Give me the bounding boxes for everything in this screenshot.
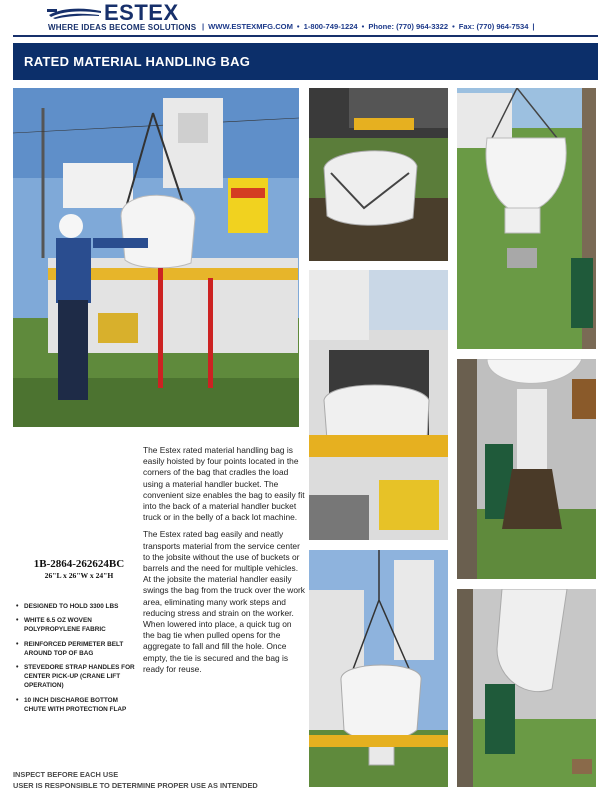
photo-bag-empty-beside-post bbox=[457, 589, 596, 787]
page-title: RATED MATERIAL HANDLING BAG bbox=[24, 54, 251, 69]
footer-line: USER IS RESPONSIBLE TO DETERMINE PROPER USE AS INTENDED bbox=[13, 781, 258, 790]
feature-item: • REINFORCED PERIMETER BELT AROUND TOP OF BAG bbox=[16, 640, 141, 658]
feature-item: • STEVEDORE STRAP HANDLES FOR CENTER PICK-UP (CRANE LIFT OPERATION) bbox=[16, 663, 141, 691]
photo-bag-hanging-near-car bbox=[457, 88, 596, 349]
header-rule bbox=[13, 35, 598, 37]
feature-item: • 10 INCH DISCHARGE BOTTOM CHUTE WITH PROTECTION FLAP bbox=[16, 696, 141, 714]
photo-bag-in-truck-bed bbox=[309, 270, 448, 540]
contact-bar: | WWW.ESTEXMFG.COM • 1-800-749-1224 • Phone: (770) 964-3322 • Fax: (770) 964-7534 | bbox=[202, 22, 535, 31]
photo-bag-discharging-into-hole bbox=[457, 359, 596, 579]
website-link[interactable]: WWW.ESTEXMFG.COM bbox=[208, 22, 293, 31]
fax-number: Fax: (770) 964-7534 bbox=[458, 22, 529, 31]
photo-bag-lifted-by-crane bbox=[309, 550, 448, 787]
description-paragraph: The Estex rated bag easily and neatly transports material from the service center to the jobsite without the use of buckets or barrels and the need for multiple vehicles. At the jobsite the material handler easily swings the bag from the truck over the work area, eliminating many work steps and reducing stress and strain on the worker. When lowered into place, a quick tug on the bag tie when pulled opens for the aggregate to fall and fill the hole. Once empty, the tie is secured and the bag is ready for reuse. bbox=[143, 529, 305, 674]
product-description bbox=[143, 445, 305, 681]
logo-swoosh-icon bbox=[47, 6, 103, 20]
footer-line: INSPECT BEFORE EACH USE bbox=[13, 770, 119, 779]
feature-item: • DESIGNED TO HOLD 3300 LBS bbox=[16, 602, 141, 611]
photo-truck-worker-bag-hoist bbox=[13, 88, 299, 427]
photo-empty-bag-on-grass bbox=[309, 88, 448, 261]
product-dimensions: 26"L x 26"W x 24"H bbox=[44, 571, 114, 580]
logo-text: ESTEX bbox=[104, 0, 179, 25]
footer-notice bbox=[13, 769, 258, 791]
part-number: 1B-2864-262624BC bbox=[33, 558, 125, 570]
phone-number: Phone: (770) 964-3322 bbox=[368, 22, 449, 31]
feature-item: • WHITE 6.5 OZ WOVEN POLYPROPYLENE FABRIC bbox=[16, 616, 141, 634]
tollfree-phone: 1-800-749-1224 bbox=[303, 22, 358, 31]
feature-list bbox=[16, 602, 141, 719]
tagline: WHERE IDEAS BECOME SOLUTIONS bbox=[48, 23, 197, 32]
description-paragraph: The Estex rated material handling bag is easily hoisted by four points located in the corners of the bag that cradles the load using a material handler bucket. The convenient size enables the bag to easily fit into the back of a material handler bucket truck or in the belly of a back lot machine. bbox=[143, 445, 305, 523]
